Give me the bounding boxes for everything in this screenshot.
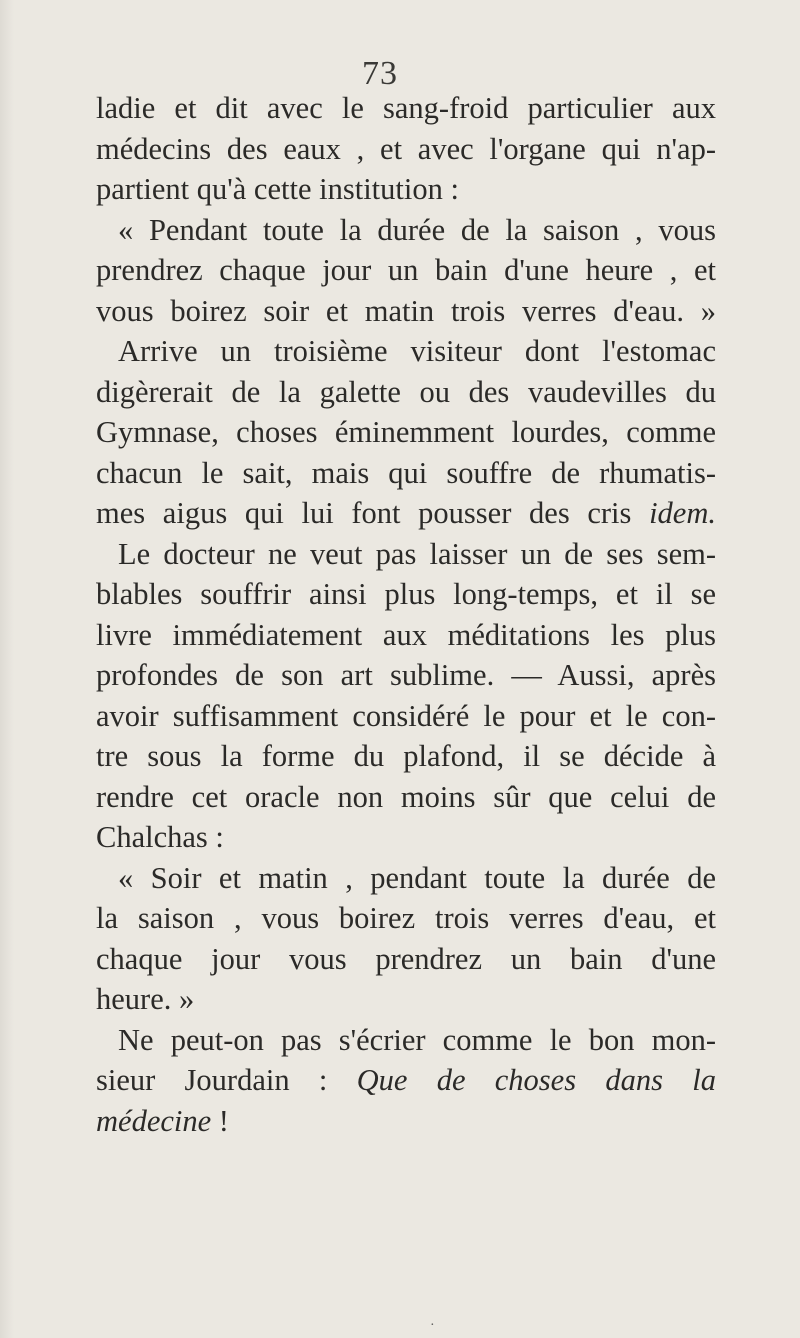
italic-word: idem. (649, 496, 716, 530)
italic-quote: Que de choses dans la (356, 1063, 716, 1097)
text-line: médecins des eaux , et avec l'organe qui n'ap- (96, 131, 716, 166)
text-line: la saison , vous boirez trois verres d'eau, et (96, 901, 716, 935)
text-line: sieur Jourdain : Que de choses dans la (96, 1063, 716, 1097)
ink-speck: · (430, 1318, 435, 1333)
text-line: chacun le sait, mais qui souffre de rhumatis- (96, 455, 716, 490)
text-line: avoir suffisamment considéré le pour et le con- (96, 698, 716, 733)
text-line: tre sous la forme du plafond, il se décide à (96, 739, 716, 773)
text-line: Chalchas : (96, 820, 224, 854)
text-line: vous boirez soir et matin trois verres d'eau. » (96, 293, 716, 328)
text-line: partient qu'à cette institution : (96, 172, 459, 206)
text-line: mes aigus qui lui font pousser des cris idem. (96, 496, 716, 530)
text-line: blables souffrir ainsi plus long-temps, et il se (96, 577, 716, 611)
text-line: « Pendant toute la durée de la saison , vous (118, 212, 716, 247)
text-line: Ne peut-on pas s'écrier comme le bon mon- (118, 1022, 716, 1057)
text-line: profondes de son art sublime. — Aussi, après (96, 658, 716, 692)
text-line: livre immédiatement aux méditations les plus (96, 617, 716, 652)
text-line: digèrerait de la galette ou des vaudevilles du (96, 374, 716, 409)
text-line: Arrive un troisième visiteur dont l'estomac (118, 334, 716, 368)
body-text (96, 88, 716, 1141)
text-line: Le docteur ne veut pas laisser un de ses sem- (118, 536, 716, 571)
text-line: médecine ! (96, 1103, 229, 1138)
text-line: Gymnase, choses éminemment lourdes, comme (96, 415, 716, 449)
italic-quote: médecine (96, 1103, 212, 1138)
text-line: chaque jour vous prendrez un bain d'une (96, 941, 716, 976)
text-line: heure. » (96, 982, 195, 1016)
text-line: ladie et dit avec le sang-froid particulier aux (96, 91, 716, 125)
text-line: rendre cet oracle non moins sûr que celui de (96, 779, 716, 814)
text-line: « Soir et matin , pendant toute la durée de (118, 860, 716, 895)
text-line: prendrez chaque jour un bain d'une heure , et (96, 253, 716, 287)
page-number: 73 (362, 55, 398, 92)
